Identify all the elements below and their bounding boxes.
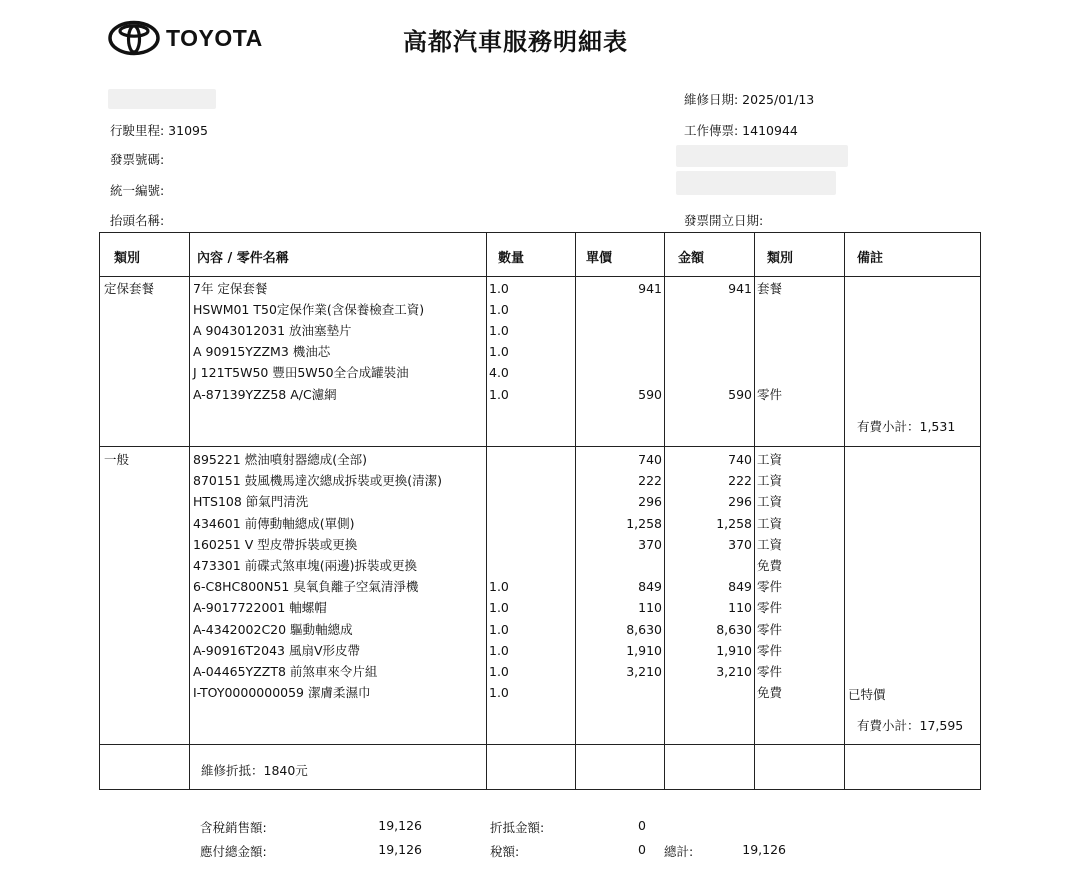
item-description: 7年 定保套餐 bbox=[193, 281, 268, 296]
table-column-divider bbox=[664, 233, 665, 789]
brand-name: TOYOTA bbox=[166, 24, 263, 51]
item-description: 6-C8HC800N51 臭氧負離子空氣清淨機 bbox=[193, 579, 419, 595]
invoice-title-field: 抬頭名稱: bbox=[110, 213, 165, 228]
item-quantity: 1.0 bbox=[489, 323, 509, 339]
repair-discount: 維修折抵：1840元 bbox=[201, 763, 308, 778]
section-category: 一般 bbox=[104, 452, 130, 467]
table-column-divider bbox=[575, 233, 576, 789]
item-quantity: 1.0 bbox=[489, 281, 509, 296]
item-amount: 590 bbox=[728, 386, 752, 402]
item-type: 套餐 bbox=[757, 281, 783, 296]
item-quantity: 1.0 bbox=[489, 642, 509, 658]
section-subtotal: 有費小計：17,595 bbox=[857, 718, 964, 733]
item-type: 零件 bbox=[757, 642, 783, 658]
item-unit-price: 590 bbox=[638, 386, 662, 402]
item-type: 零件 bbox=[757, 386, 783, 402]
item-description: 895221 燃油噴射器總成(全部) bbox=[193, 452, 367, 467]
item-unit-price: 1,910 bbox=[626, 642, 662, 658]
item-description: 870151 鼓風機馬達次總成拆裝或更換(清潔) bbox=[193, 473, 442, 489]
section-category: 定保套餐 bbox=[104, 281, 155, 296]
item-quantity: 1.0 bbox=[489, 579, 509, 595]
item-unit-price: 941 bbox=[638, 281, 662, 296]
service-detail-table bbox=[99, 232, 981, 790]
item-description: 473301 前碟式煞車塊(兩邊)拆裝或更換 bbox=[193, 558, 417, 573]
item-description: HSWM01 T50定保作業(含保養檢查工資) bbox=[193, 302, 425, 318]
item-quantity: 1.0 bbox=[489, 344, 509, 360]
item-description: A-90916T2043 風扇V形皮帶 bbox=[193, 642, 361, 658]
item-description: 434601 前傳動軸總成(單側) bbox=[193, 515, 355, 531]
table-divider bbox=[100, 276, 980, 277]
payable-label: 應付總金額: bbox=[200, 844, 267, 859]
item-description: J 121T5W50 豐田5W50全合成罐裝油 bbox=[193, 365, 409, 381]
header-quantity: 數量 bbox=[498, 251, 525, 266]
item-quantity: 4.0 bbox=[489, 365, 509, 381]
item-unit-price: 222 bbox=[638, 473, 662, 489]
sales-value: 19,126 bbox=[378, 818, 422, 833]
item-type: 工資 bbox=[757, 452, 783, 467]
item-type: 工資 bbox=[757, 515, 783, 531]
invoice-date-field: 發票開立日期: bbox=[684, 213, 764, 228]
item-quantity: 1.0 bbox=[489, 685, 509, 701]
table-divider bbox=[100, 446, 980, 447]
item-type: 免費 bbox=[757, 558, 783, 573]
header-description: 內容 / 零件名稱 bbox=[197, 251, 289, 266]
item-description: A 90915YZZM3 機油芯 bbox=[193, 344, 331, 360]
sales-label: 含稅銷售額: bbox=[200, 820, 267, 835]
discount-value: 0 bbox=[638, 818, 646, 833]
toyota-logo bbox=[108, 20, 263, 56]
item-amount: 8,630 bbox=[716, 621, 752, 637]
item-description: I-TOY0000000059 潔膚柔濕巾 bbox=[193, 685, 371, 701]
item-amount: 849 bbox=[728, 579, 752, 595]
tax-value: 0 bbox=[638, 842, 646, 857]
item-unit-price: 1,258 bbox=[626, 515, 662, 531]
item-description: A 9043012031 放油塞墊片 bbox=[193, 323, 352, 339]
item-description: A-4342002C20 驅動軸總成 bbox=[193, 621, 353, 637]
item-unit-price: 740 bbox=[638, 452, 662, 467]
header-remarks: 備註 bbox=[857, 251, 884, 266]
payable-value: 19,126 bbox=[378, 842, 422, 857]
redacted-address bbox=[676, 145, 848, 167]
total-value: 19,126 bbox=[742, 842, 786, 857]
item-quantity: 1.0 bbox=[489, 600, 509, 616]
header-amount: 金額 bbox=[678, 251, 705, 266]
discount-label: 折抵金額: bbox=[490, 820, 545, 835]
item-unit-price: 110 bbox=[638, 600, 662, 616]
item-type: 工資 bbox=[757, 473, 783, 489]
mileage-field: 行駛里程: 31095 bbox=[110, 123, 208, 138]
item-type: 零件 bbox=[757, 621, 783, 637]
tax-id-field: 統一編號: bbox=[110, 183, 165, 198]
item-type: 零件 bbox=[757, 579, 783, 595]
header-unit-price: 單價 bbox=[586, 251, 613, 266]
repair-date-field: 維修日期: 2025/01/13 bbox=[684, 92, 815, 107]
table-column-divider bbox=[754, 233, 755, 789]
item-amount: 370 bbox=[728, 536, 752, 552]
table-column-divider bbox=[844, 233, 845, 789]
remark-special-price: 已特價 bbox=[848, 687, 886, 702]
item-amount: 1,910 bbox=[716, 642, 752, 658]
item-description: A-04465YZZT8 前煞車來令片組 bbox=[193, 664, 378, 679]
item-unit-price: 3,210 bbox=[626, 664, 662, 679]
item-type: 工資 bbox=[757, 536, 783, 552]
work-ticket-field: 工作傳票: 1410944 bbox=[684, 123, 798, 138]
item-amount: 110 bbox=[728, 600, 752, 616]
item-unit-price: 296 bbox=[638, 494, 662, 510]
item-unit-price: 8,630 bbox=[626, 621, 662, 637]
tax-label: 稅額: bbox=[490, 844, 520, 859]
toyota-emblem-icon bbox=[108, 20, 160, 56]
item-description: A-9017722001 軸螺帽 bbox=[193, 600, 327, 616]
invoice-number-field: 發票號碼: bbox=[110, 152, 165, 167]
table-column-divider bbox=[486, 233, 487, 789]
item-unit-price: 370 bbox=[638, 536, 662, 552]
item-amount: 296 bbox=[728, 494, 752, 510]
item-amount: 3,210 bbox=[716, 664, 752, 679]
document-title: 高都汽車服務明細表 bbox=[403, 28, 628, 56]
total-label: 總計: bbox=[664, 844, 694, 859]
redacted-address-2 bbox=[676, 171, 836, 195]
item-description: A-87139YZZ58 A/C濾網 bbox=[193, 386, 337, 402]
item-description: 160251 V 型皮帶拆裝或更換 bbox=[193, 536, 358, 552]
item-description: HTS108 節氣門清洗 bbox=[193, 494, 309, 510]
header-category: 類別 bbox=[114, 251, 141, 266]
section-subtotal: 有費小計：1,531 bbox=[857, 419, 956, 434]
item-type: 免費 bbox=[757, 685, 783, 701]
item-quantity: 1.0 bbox=[489, 386, 509, 402]
item-amount: 222 bbox=[728, 473, 752, 489]
item-amount: 941 bbox=[728, 281, 752, 296]
item-amount: 1,258 bbox=[716, 515, 752, 531]
item-type: 零件 bbox=[757, 664, 783, 679]
item-amount: 740 bbox=[728, 452, 752, 467]
header-type: 類別 bbox=[767, 251, 794, 266]
item-quantity: 1.0 bbox=[489, 621, 509, 637]
item-quantity: 1.0 bbox=[489, 302, 509, 318]
item-type: 工資 bbox=[757, 494, 783, 510]
item-unit-price: 849 bbox=[638, 579, 662, 595]
table-column-divider bbox=[189, 233, 190, 789]
table-divider bbox=[100, 744, 980, 745]
redacted-name bbox=[108, 89, 216, 109]
item-type: 零件 bbox=[757, 600, 783, 616]
item-quantity: 1.0 bbox=[489, 664, 509, 679]
